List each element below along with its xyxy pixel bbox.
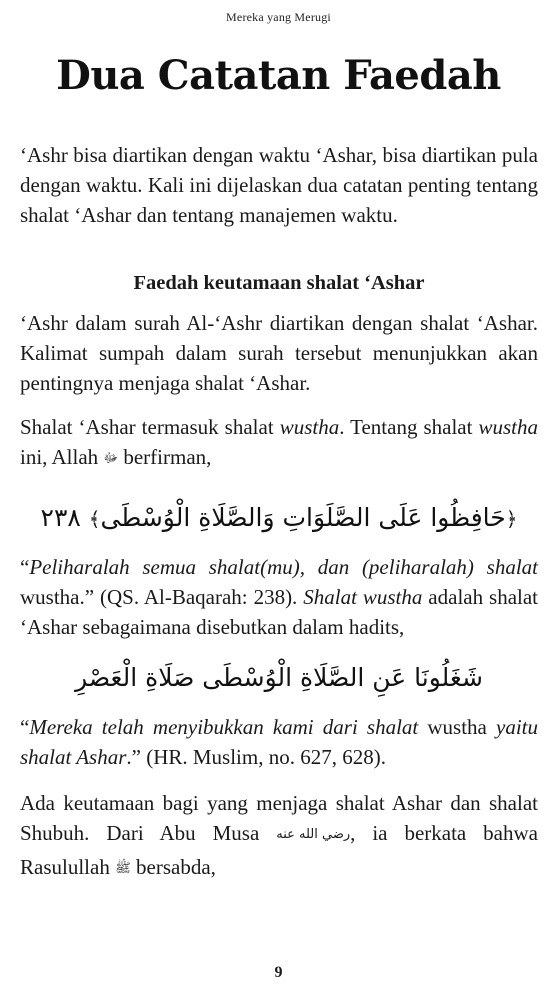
- hadith-arabic: شَغَلُونَا عَنِ الصَّلَاةِ الْوُسْطَى صَلَاةِ الْعَصْرِ: [75, 663, 483, 692]
- text-span: wustha: [418, 715, 496, 739]
- page-number: 9: [274, 964, 283, 981]
- text-span: adalah shalat ‘Ashar sebagaimana disebutkan dalam hadits,: [20, 585, 539, 639]
- honorific-glyph: ﷺ: [115, 861, 131, 876]
- verse-number: ٢٣٨: [40, 503, 81, 532]
- hadith-translation-paragraph: [20, 712, 538, 788]
- text-span: berfirman,: [118, 445, 212, 469]
- text-span: Ada keutamaan bagi yang menjaga shalat Ashar dan shalat Shubuh. Dari Abu Musa: [20, 791, 538, 845]
- ayah-translation-paragraph: [20, 552, 538, 650]
- page-content: [20, 140, 538, 878]
- verse-ornament-close: ﴾: [88, 507, 101, 531]
- italic-term: Shalat wustha: [303, 585, 423, 609]
- italic-quote: yaitu shalat Ashar: [20, 715, 538, 769]
- italic-quote: Peliharalah semua shalat(mu), dan (peliharalah) shalat: [29, 555, 538, 579]
- italic-term: wustha: [478, 415, 538, 439]
- text-span: Shalat ‘Ashar termasuk shalat: [20, 415, 280, 439]
- text-span: . Tentang shalat: [339, 415, 479, 439]
- intro-paragraph: ‘Ashr bisa diartikan dengan waktu ‘Ashar, bisa diartikan pula dengan waktu. Kali ini dijelaskan dua catatan penting tentang shalat ‘Ashar dan tentang manajemen waktu.: [20, 143, 538, 227]
- text-span: bersabda,: [130, 855, 216, 879]
- surah-explanation-paragraph: ‘Ashr dalam surah Al-‘Ashr diartikan dengan shalat ‘Ashar. Kalimat sumpah dalam surah tersebut menunjukkan akan pentingnya menjaga shalat ‘Ashar.: [20, 311, 538, 395]
- closing-paragraph: [20, 788, 538, 878]
- italic-quote: Mereka telah menyibukkan kami dari shalat: [29, 715, 419, 739]
- text-span: .” (HR. Muslim, no. 627, 628).: [126, 745, 386, 769]
- running-header: Mereka yang Merugi: [226, 10, 331, 24]
- quran-verse-arabic: [20, 494, 538, 552]
- verse-ornament-open: ﴿: [505, 507, 518, 531]
- text-span: ini, Allah: [20, 445, 104, 469]
- honorific-glyph: رضي الله عنه: [276, 827, 351, 842]
- text-span: , ia berkata bahwa Rasulullah: [20, 821, 538, 879]
- text-span: wustha.” (QS. Al-Baqarah: 238).: [20, 585, 304, 609]
- page-title: Dua Catatan Faedah: [56, 52, 501, 99]
- wustha-paragraph: [20, 412, 538, 494]
- italic-term: wustha: [279, 415, 340, 439]
- verse-text: حَافِظُوا عَلَى الصَّلَوَاتِ وَالصَّلَاةِ الْوُسْطَى: [100, 503, 506, 532]
- text-span: “: [20, 715, 30, 739]
- text-span: “: [20, 555, 30, 579]
- section-subheading: Faedah keutamaan shalat ‘Ashar: [133, 272, 425, 294]
- honorific-glyph: ﷻ: [103, 451, 119, 466]
